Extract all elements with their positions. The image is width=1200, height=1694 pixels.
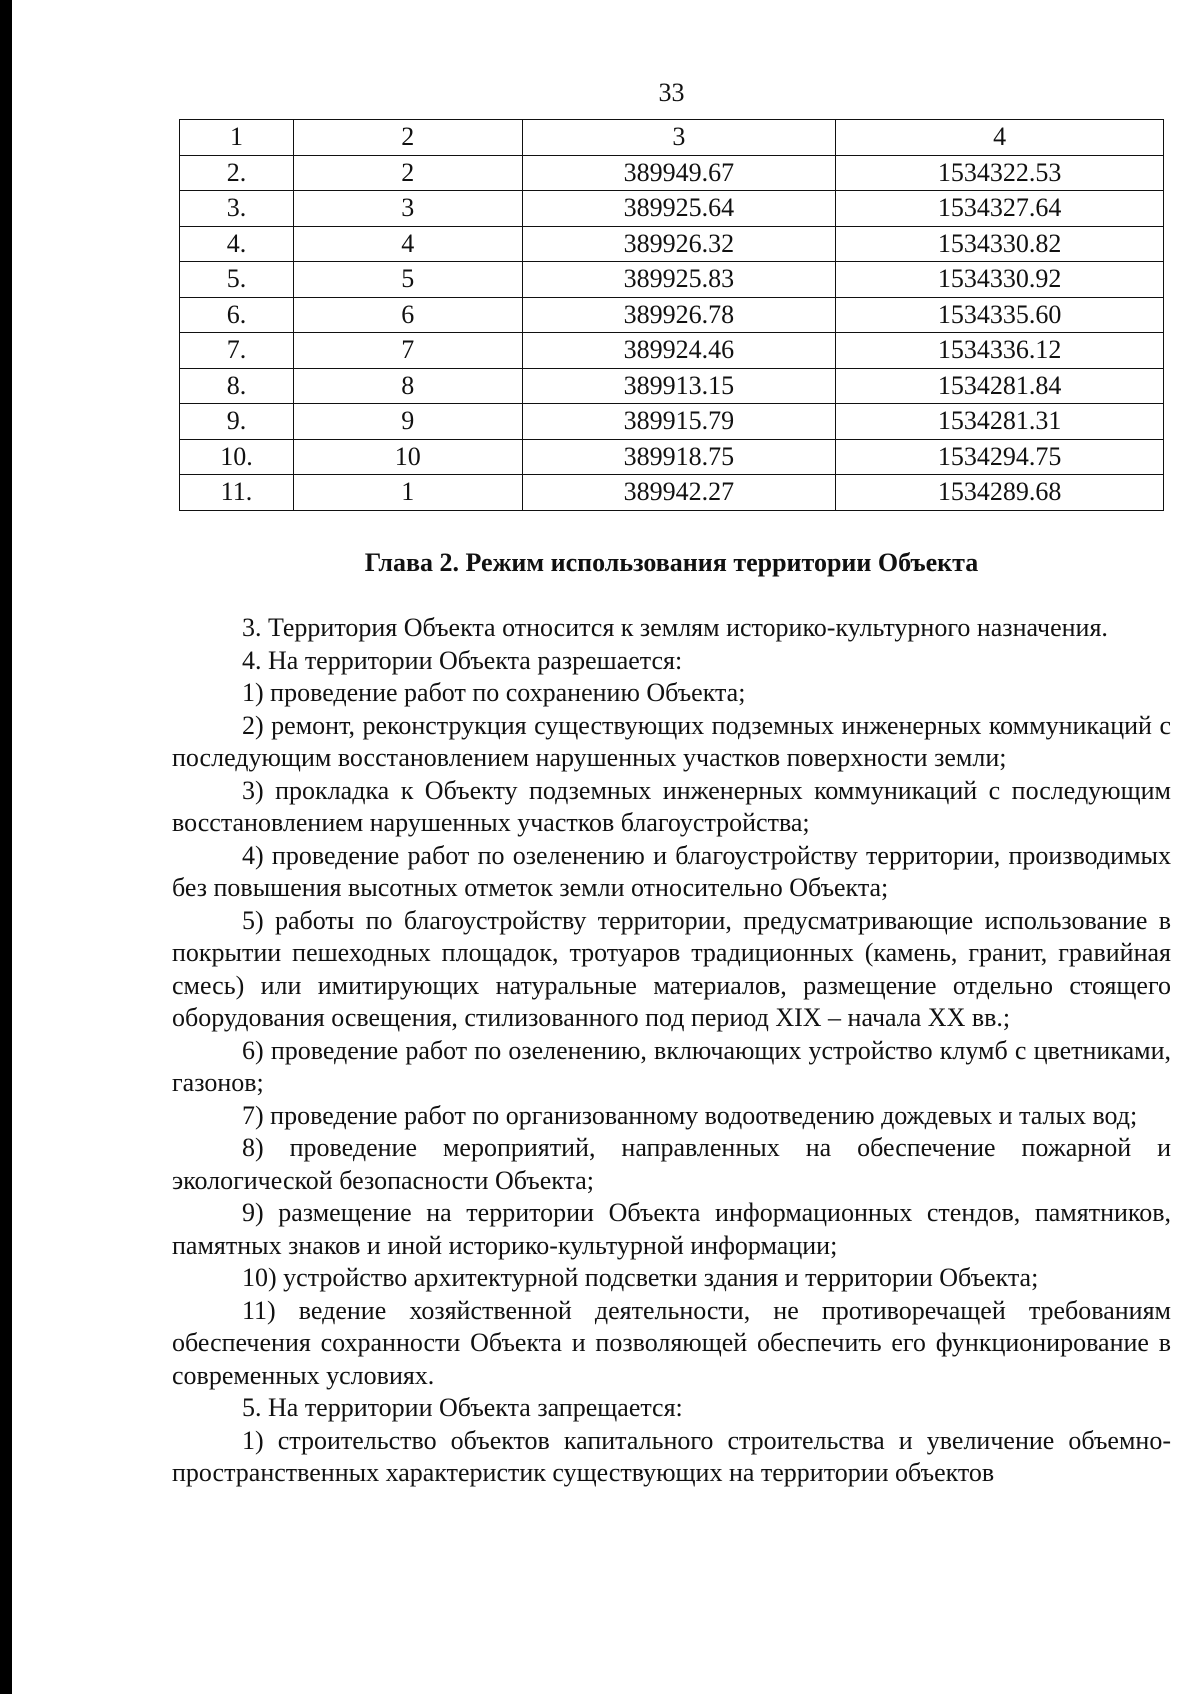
paragraph: 1) проведение работ по сохранению Объекта; [242,678,746,707]
table-cell: 1 [293,475,522,511]
paragraph: 5. На территории Объекта запрещается: [242,1393,683,1422]
paragraph: 3. Территория Объекта относится к землям историко-культурного назначения. [242,613,1108,642]
table-row [180,475,1164,511]
paragraph: 2) ремонт, реконструкция существующих подземных инженерных коммуникаций с последующим восстановлением нарушенных участков поверхности земли; [172,710,1171,772]
table-row [180,191,1164,227]
table-body [180,120,1164,511]
table-cell: 7 [293,333,522,369]
table-cell: 8 [293,368,522,404]
table-cell: 389942.27 [522,475,836,511]
table-header-cell: 1 [180,120,294,156]
table-cell: 389924.46 [522,333,836,369]
table-cell: 389913.15 [522,368,836,404]
table-row [180,262,1164,298]
table-header-cell: 4 [836,120,1164,156]
table-cell: 5. [180,262,294,298]
table-cell: 1534330.82 [836,226,1164,262]
coordinates-table [179,119,1164,511]
table-cell: 6. [180,297,294,333]
table-header-cell: 3 [522,120,836,156]
table-row [180,439,1164,475]
table-cell: 1534294.75 [836,439,1164,475]
table-cell: 389925.83 [522,262,836,298]
table-cell: 3 [293,191,522,227]
table-cell: 389925.64 [522,191,836,227]
table-cell: 3. [180,191,294,227]
table-cell: 7. [180,333,294,369]
table-row [180,333,1164,369]
table-cell: 1534335.60 [836,297,1164,333]
table-header-row [180,120,1164,156]
table-cell: 2 [293,155,522,191]
table-cell: 9 [293,404,522,440]
table-header-cell: 2 [293,120,522,156]
table-row [180,297,1164,333]
table-cell: 389915.79 [522,404,836,440]
page-number: 33 [658,78,685,107]
table-cell: 1534336.12 [836,333,1164,369]
table-cell: 1534322.53 [836,155,1164,191]
paragraph: 10) устройство архитектурной подсветки здания и территории Объекта; [242,1263,1039,1292]
table-row [180,155,1164,191]
chapter-title: Глава 2. Режим использования территории Объекта [364,548,979,577]
paragraph: 1) строительство объектов капитального строительства и увеличение объемно- пространственных характеристик существующих на территории объектов [172,1425,1171,1487]
table-cell: 1534327.64 [836,191,1164,227]
paragraph: 11) ведение хозяйственной деятельности, не противоречащей требованиям обеспечения сохранности Объекта и позволяющей обеспечить его функционирование в современных условиях. [172,1295,1171,1390]
table-cell: 389926.78 [522,297,836,333]
paragraph: 7) проведение работ по организованному водоотведению дождевых и талых вод; [242,1100,1138,1130]
table-cell: 1534330.92 [836,262,1164,298]
paragraph: 4. На территории Объекта разрешается: [242,645,683,675]
table-cell: 389949.67 [522,155,836,191]
table-cell: 10. [180,439,294,475]
scan-edge [0,0,12,1694]
paragraph: 4) проведение работ по озеленению и благоустройству территории, производимых без повышения высотных отметок земли относительно Объекта; [172,840,1171,902]
table-cell: 389926.32 [522,226,836,262]
table-row [180,368,1164,404]
paragraph: 3) прокладка к Объекту подземных инженерных коммуникаций с последующим восстановлением нарушенных участков благоустройства; [172,775,1171,837]
paragraph: 6) проведение работ по озеленению, включающих устройство клумб с цветниками, газонов; [172,1035,1171,1097]
table-cell: 8. [180,368,294,404]
table-cell: 11. [180,475,294,511]
table-cell: 4. [180,226,294,262]
table-cell: 1534281.84 [836,368,1164,404]
paragraph: 5) работы по благоустройству территории, предусматривающие использование в покрытии пешеходных площадок, тротуаров традиционных (камень, гранит, гравийная смесь) или имитирующих натуральные материалов, размещение отдельно стоящего оборудования освещения, стилизованного под период XIX – начала XX вв.; [172,905,1171,1032]
table-cell: 6 [293,297,522,333]
table-cell: 4 [293,226,522,262]
table-cell: 389918.75 [522,439,836,475]
body-text [172,612,1171,1490]
table-cell: 10 [293,439,522,475]
table-row [180,404,1164,440]
paragraph: 9) размещение на территории Объекта информационных стендов, памятников, памятных знаков и иной историко-культурной информации; [172,1198,1171,1260]
paragraph: 8) проведение мероприятий, направленных на обеспечение пожарной и экологической безопасности Объекта; [172,1133,1171,1195]
table-cell: 1534281.31 [836,404,1164,440]
table-cell: 2. [180,155,294,191]
table-row [180,226,1164,262]
table-cell: 9. [180,404,294,440]
table-cell: 1534289.68 [836,475,1164,511]
table-cell: 5 [293,262,522,298]
